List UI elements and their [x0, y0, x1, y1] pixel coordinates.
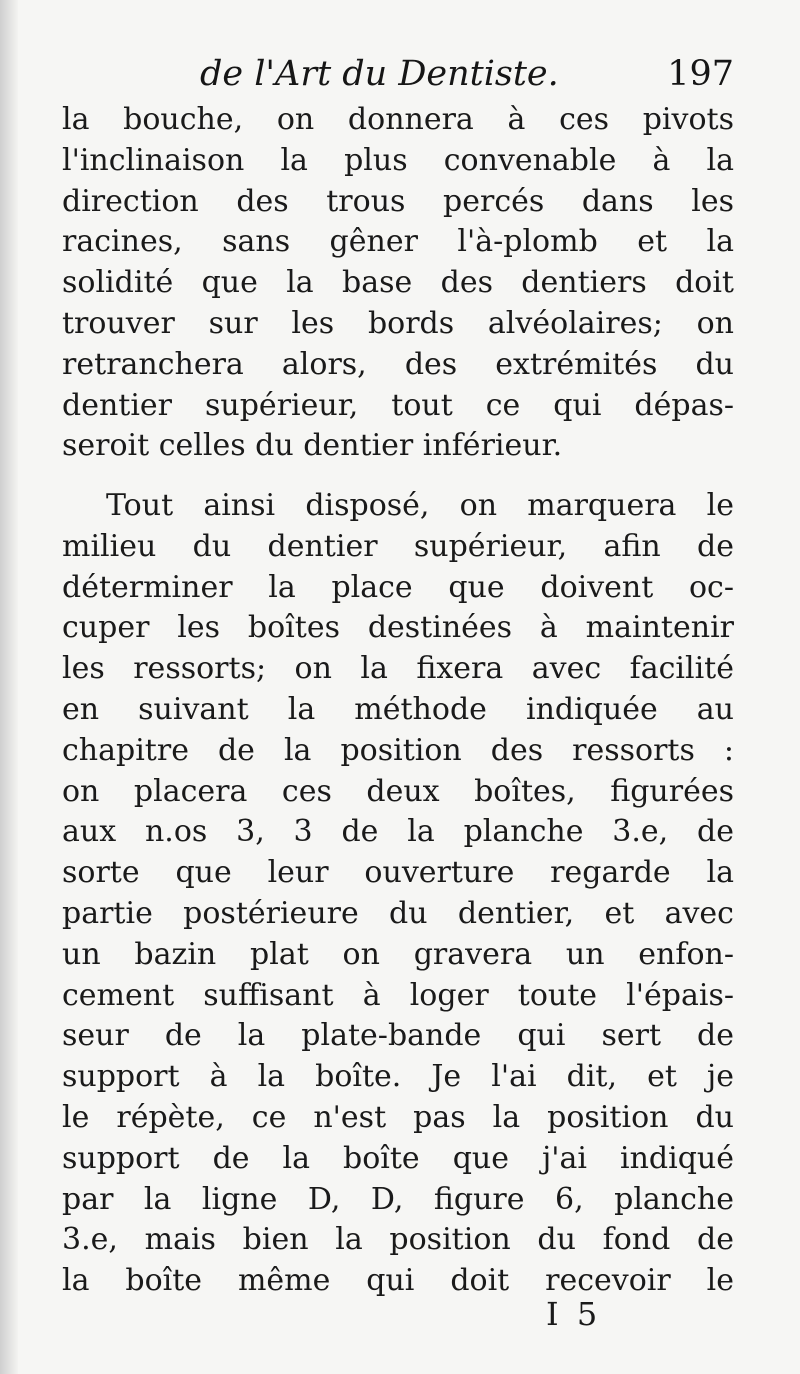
text-line: seur de la plate-bande qui sert de: [62, 1018, 734, 1054]
text-line: un bazin plat on gravera un enfon-: [62, 936, 734, 972]
text-line: on placera ces deux boîtes, figurées: [62, 773, 734, 809]
text-line: support de la boîte que j'ai indiqué: [62, 1140, 734, 1176]
text-line: les ressorts; on la fixera avec facilité: [62, 651, 734, 687]
page-gutter-shadow: [0, 0, 18, 1374]
text-line: l'inclinaison la plus convenable à la: [62, 142, 734, 178]
text-line: retranchera alors, des extrémités du: [62, 346, 734, 382]
text-line: chapitre de la position des ressorts :: [62, 732, 734, 768]
text-line: Tout ainsi disposé, on marquera le: [106, 488, 734, 523]
text-line: sorte que leur ouverture regarde la: [62, 855, 734, 891]
text-line: par la ligne D, D, figure 6, planche: [62, 1181, 734, 1217]
text-line: racines, sans gêner l'à-plomb et la: [62, 224, 734, 260]
text-line: la boîte même qui doit recevoir le: [62, 1263, 734, 1299]
text-line: support à la boîte. Je l'ai dit, et je: [62, 1059, 734, 1095]
text-line: 3.e, mais bien la position du fond de: [62, 1222, 734, 1258]
text-line: direction des trous percés dans les: [62, 183, 734, 219]
signature-mark: I 5: [546, 1295, 602, 1333]
text-line: trouver sur les bords alvéolaires; on: [62, 305, 734, 341]
text-line: milieu du dentier supérieur, afin de: [62, 528, 734, 564]
text-line: cement suffisant à loger toute l'épais-: [62, 977, 734, 1013]
paragraph-2: [62, 486, 734, 1302]
page-number: 197: [667, 54, 734, 94]
paragraph-1: [62, 100, 734, 467]
text-line: en suivant la méthode indiquée au: [62, 691, 734, 727]
running-header: [60, 48, 740, 100]
text-line: cuper les boîtes destinées à maintenir: [62, 610, 734, 646]
text-line: la bouche, on donnera à ces pivots: [62, 102, 734, 137]
text-line: seroit celles du dentier inférieur.: [62, 428, 563, 464]
text-line: aux n.os 3, 3 de la planche 3.e, de: [62, 814, 734, 850]
text-line: le répète, ce n'est pas la position du: [62, 1099, 734, 1135]
running-title: de l'Art du Dentiste.: [200, 54, 559, 94]
text-line: solidité que la base des dentiers doit: [62, 265, 734, 301]
text-line: partie postérieure du dentier, et avec: [62, 895, 734, 931]
text-line: dentier supérieur, tout ce qui dépas-: [62, 387, 734, 423]
text-line: déterminer la place que doivent oc-: [62, 569, 734, 605]
